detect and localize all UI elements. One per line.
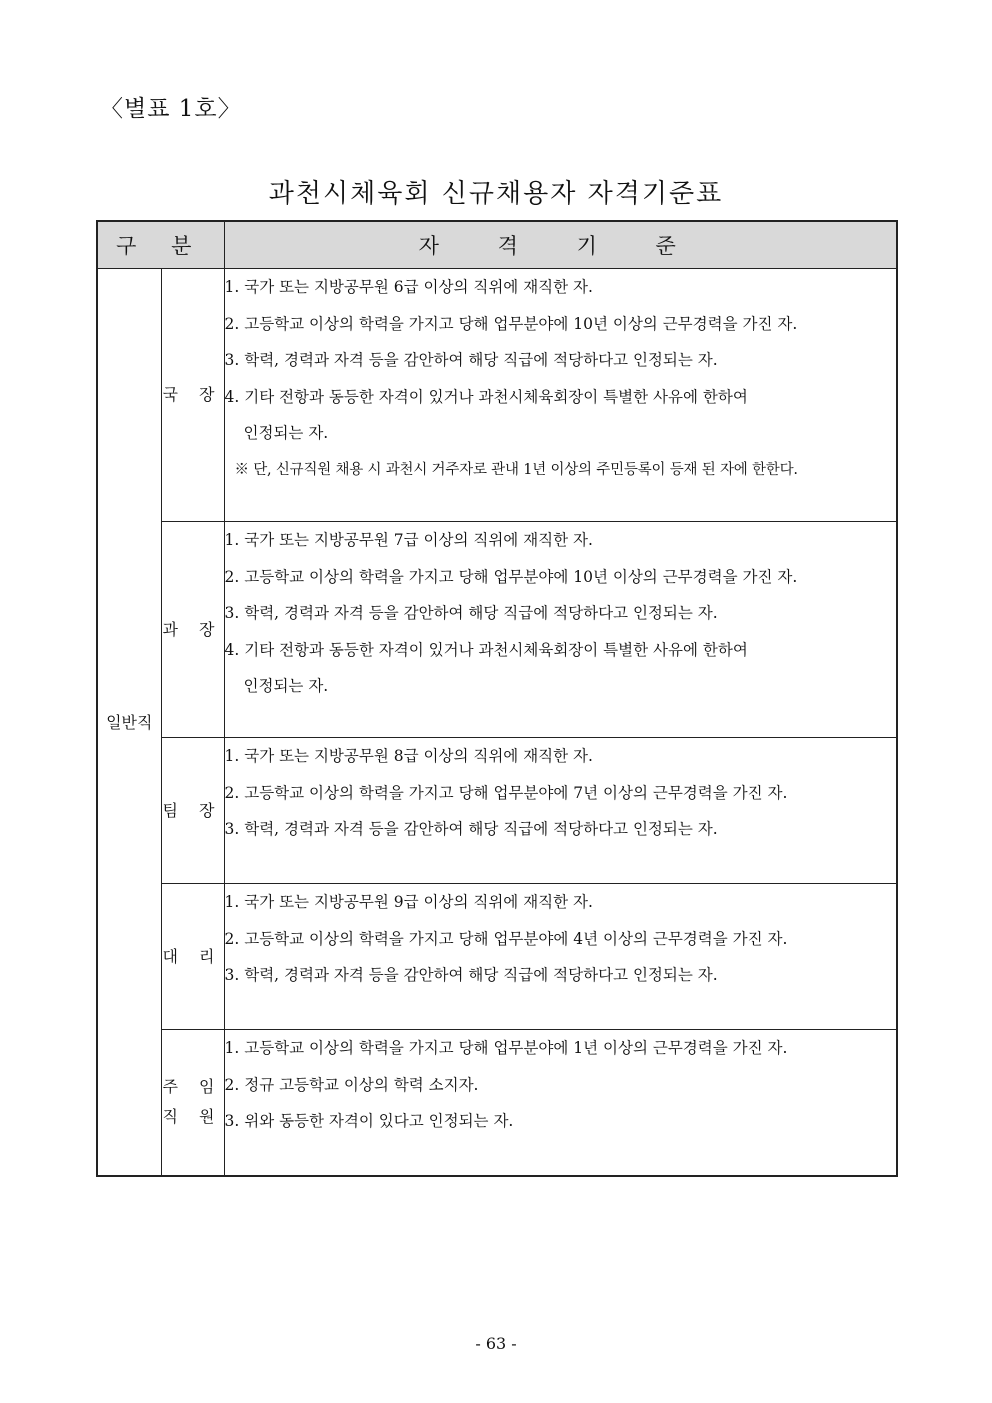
criteria-cell [224,884,897,1030]
position-cell: 국 장 [161,269,224,522]
criteria-cell [224,1030,897,1176]
criteria-item: 4. 기타 전항과 동등한 자격이 있거나 과천시체육회장이 특별한 사유에 한하여 [224,640,748,659]
criteria-item: 2. 고등학교 이상의 학력을 가지고 당해 업무분야에 10년 이상의 근무경력을 가진 자. [224,314,798,333]
table-header-row [97,221,897,269]
table-row [97,884,897,1030]
criteria-item: 3. 학력, 경력과 자격 등을 감안하여 해당 직급에 적당하다고 인정되는 자. [224,966,718,984]
position-line: 주 임 [162,1077,223,1097]
criteria-item: 2. 고등학교 이상의 학력을 가지고 당해 업무분야에 10년 이상의 근무경력을 가진 자. [224,567,798,586]
criteria-item: 3. 위와 동등한 자격이 있다고 인정되는 자. [224,1112,514,1130]
position-cell [161,1030,224,1176]
position-cell: 팀 장 [161,738,224,884]
position-cell: 과 장 [161,522,224,738]
criteria-item: 3. 학력, 경력과 자격 등을 감안하여 해당 직급에 적당하다고 인정되는 자. [224,351,718,369]
criteria-note: ※ 단, 신규직원 채용 시 과천시 거주자로 관내 1년 이상의 주민등록이 등재 된 자에 한한다. [234,461,798,478]
criteria-cell [224,269,897,522]
position-line: 직 원 [162,1107,223,1127]
appendix-label: 〈별표 1호〉 [100,96,242,122]
table-row [97,738,897,884]
criteria-cell [224,738,897,884]
criteria-item: 2. 고등학교 이상의 학력을 가지고 당해 업무분야에 4년 이상의 근무경력을 가진 자. [224,929,788,948]
criteria-item: 1. 국가 또는 지방공무원 6급 이상의 직위에 재직한 자. [224,278,593,296]
criteria-item: 1. 국가 또는 지방공무원 7급 이상의 직위에 재직한 자. [224,531,593,549]
table-row [97,1030,897,1176]
criteria-item: 2. 고등학교 이상의 학력을 가지고 당해 업무분야에 7년 이상의 근무경력을 가진 자. [224,783,788,802]
table-row [97,522,897,738]
position-cell: 대 리 [161,884,224,1030]
criteria-item: 4. 기타 전항과 동등한 자격이 있거나 과천시체육회장이 특별한 사유에 한하여 [224,387,748,406]
criteria-item: 3. 학력, 경력과 자격 등을 감안하여 해당 직급에 적당하다고 인정되는 자. [224,820,718,838]
document-title: 과천시체육회 신규채용자 자격기준표 [268,179,724,209]
page-number: - 63 - [475,1334,517,1353]
criteria-item-continuation: 인정되는 자. [243,677,329,695]
criteria-item: 2. 정규 고등학교 이상의 학력 소지자. [224,1075,479,1094]
qualification-table [96,220,898,1177]
criteria-item: 1. 고등학교 이상의 학력을 가지고 당해 업무분야에 1년 이상의 근무경력을 가진 자. [224,1039,788,1057]
criteria-item: 3. 학력, 경력과 자격 등을 감안하여 해당 직급에 적당하다고 인정되는 자. [224,604,718,622]
header-criteria: 자 격 기 준 [224,221,897,269]
criteria-item-continuation: 인정되는 자. [243,424,329,442]
criteria-item: 1. 국가 또는 지방공무원 9급 이상의 직위에 재직한 자. [224,893,593,911]
criteria-item: 1. 국가 또는 지방공무원 8급 이상의 직위에 재직한 자. [224,747,593,765]
table-row [97,269,897,522]
criteria-cell [224,522,897,738]
category-cell: 일반직 [97,269,161,1176]
header-category: 구 분 [97,221,224,269]
